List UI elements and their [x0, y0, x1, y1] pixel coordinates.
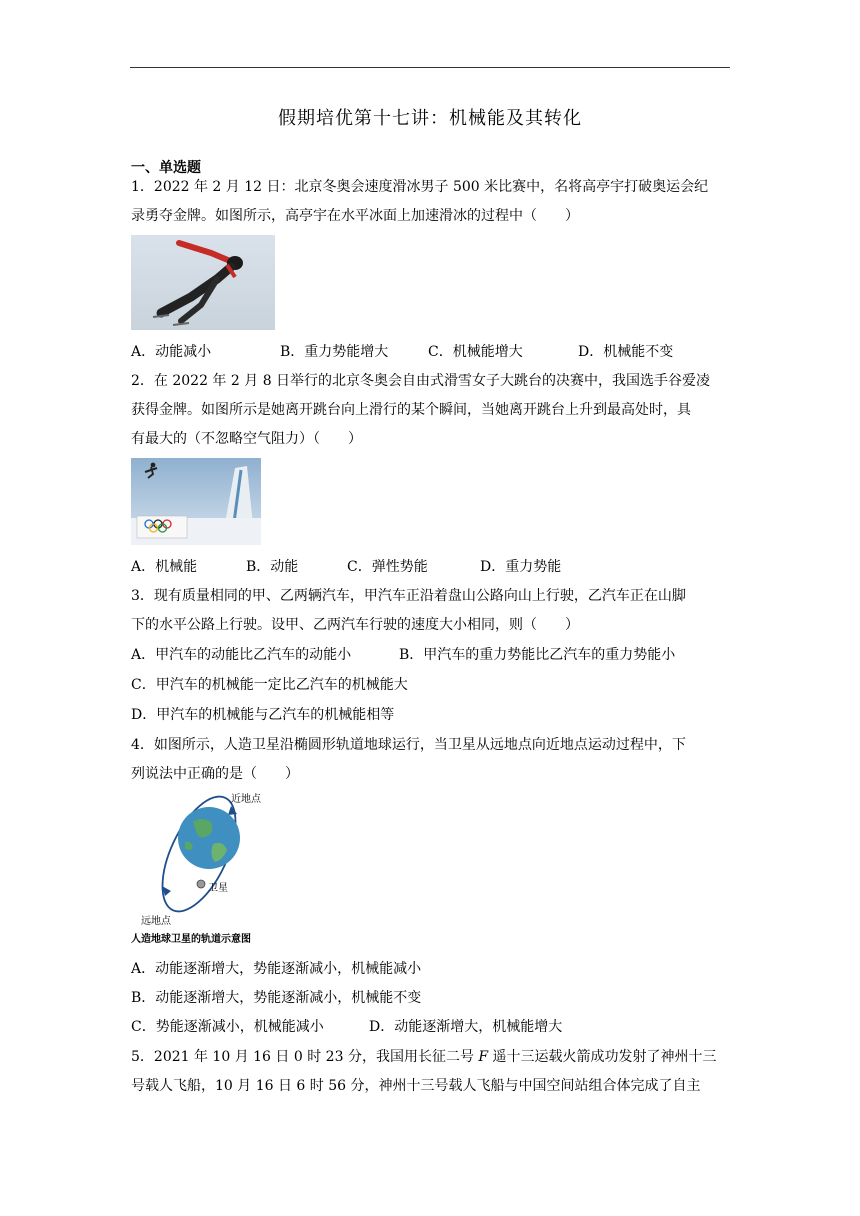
speed-skater-photo: [131, 235, 275, 330]
question-1-line-1: 1．2022 年 2 月 12 日：北京冬奥会速度滑冰男子 500 米比赛中，名将高亭宇打破奥运会纪: [131, 179, 709, 195]
option-d: D．机械能不变: [578, 344, 674, 360]
question-5-line-1-start: 5．2021 年 10 月 16 日 0 时 23 分，我国用长征二号: [131, 1049, 479, 1065]
question-3-line-2: 下的水平公路上行驶。设甲、乙两汽车行驶的速度大小相同，则（ ）: [131, 617, 579, 633]
question-4-line-1: 4．如图所示，人造卫星沿椭圆形轨道地球运行，当卫星从远地点向近地点运动过程中，下: [131, 737, 686, 753]
question-3-line-1: 3．现有质量相同的甲、乙两辆汽车，甲汽车正沿着盘山公路向山上行驶，乙汽车正在山脚: [131, 588, 686, 604]
option-d: D．重力势能: [480, 559, 562, 575]
option-c: C．弹性势能: [347, 559, 428, 575]
option-b: B．重力势能增大: [280, 344, 389, 360]
option-b: B．动能逐渐增大，势能逐渐减小，机械能不变: [131, 990, 422, 1006]
option-a: A．动能减小: [131, 344, 212, 360]
option-a: A．机械能: [131, 559, 198, 575]
section-heading: 一、单选题: [131, 160, 201, 176]
option-b: B．甲汽车的重力势能比乙汽车的重力势能小: [399, 647, 676, 663]
far-point-label: 远地点: [141, 916, 171, 927]
option-c: C．势能逐渐减小，机械能减小: [131, 1019, 324, 1035]
question-2-line-3: 有最大的（不忽略空气阻力）（ ）: [131, 431, 362, 447]
option-d: D．动能逐渐增大，机械能增大: [369, 1019, 563, 1035]
question-1-line-2: 录勇夺金牌。如图所示，高亭宇在水平冰面上加速滑冰的过程中（ ）: [131, 208, 579, 224]
question-5-line-1: [131, 1046, 731, 1066]
ski-jump-photo: [131, 458, 261, 545]
rocket-model-letter: F: [478, 1049, 489, 1065]
option-d: D．甲汽车的机械能与乙汽车的机械能相等: [131, 707, 395, 723]
page-title: 假期培优第十七讲：机械能及其转化: [278, 108, 582, 129]
question-2-line-2: 获得金牌。如图所示是她离开跳台向上滑行的某个瞬间，当她离开跳台上升到最高处时，具: [131, 402, 691, 418]
option-c: C．机械能增大: [428, 344, 523, 360]
near-point-label: 近地点: [231, 794, 261, 805]
option-a: A．动能逐渐增大，势能逐渐减小，机械能减小: [131, 961, 422, 977]
satellite-orbit-diagram: [131, 788, 281, 948]
option-b: B．动能: [246, 559, 299, 575]
question-5-line-1-end: 遥十三运载火箭成功发射了神州十三: [488, 1049, 717, 1065]
question-2-line-1: 2．在 2022 年 2 月 8 日举行的北京冬奥会自由式滑雪女子大跳台的决赛中，我国选手谷爱凌: [131, 373, 711, 389]
satellite-label: 卫星: [208, 883, 228, 894]
option-c: C．甲汽车的机械能一定比乙汽车的机械能大: [131, 677, 408, 693]
header-rule: [130, 67, 730, 68]
question-5-line-2: 号载人飞船，10 月 16 日 6 时 56 分，神州十三号载人飞船与中国空间站组合体完成了自主: [131, 1078, 701, 1094]
question-4-line-2: 列说法中正确的是（ ）: [131, 766, 299, 782]
diagram-caption: 人造地球卫星的轨道示意图: [131, 934, 251, 945]
option-a: A．甲汽车的动能比乙汽车的动能小: [131, 647, 352, 663]
